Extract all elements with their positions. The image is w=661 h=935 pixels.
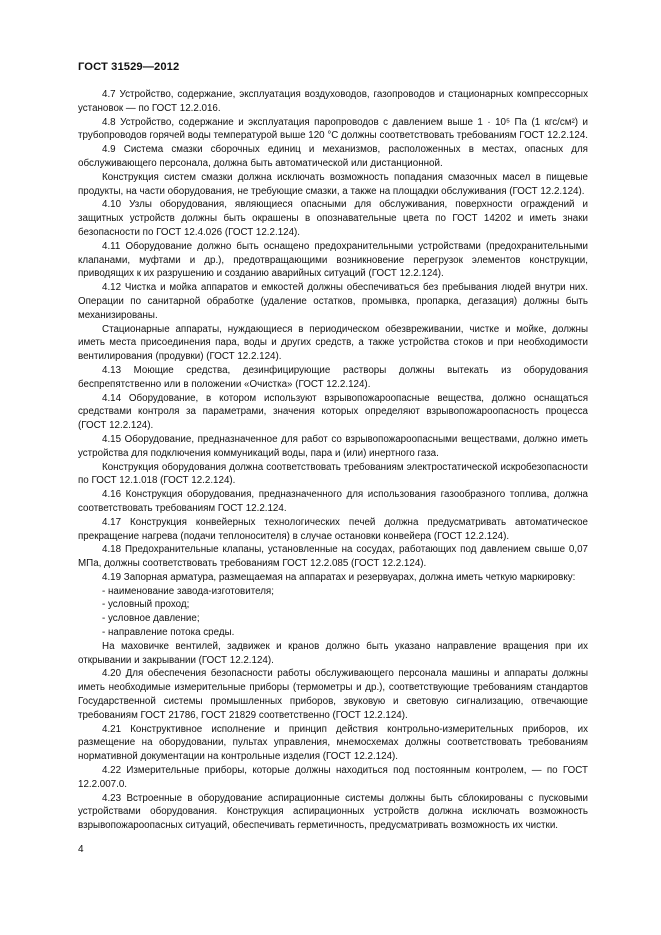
list-item-flow-direction: - направление потока среды. — [102, 627, 235, 639]
paragraph-4-9: 4.9 Система смазки сборочных единиц и механизмов, расположенных в местах, опасных для обслуживающего персонала, должна быть автоматической или дистанционной. — [78, 144, 588, 169]
paragraph-4-17: 4.17 Конструкция конвейерных технологических печей должна предусматривать автоматическое прекращение нагрева (подачи теплоносителя) в случае остановки конвейера (ГОСТ 12.2.124). — [78, 516, 588, 542]
paragraph-4-16: 4.16 Конструкция оборудования, предназначенного для использования газообразного топлива, должна соответствовать требованиям ГОСТ 12.2.124. — [78, 489, 588, 514]
paragraph-4-20: 4.20 Для обеспечения безопасности работы обслуживающего персонала машины и аппараты должны иметь необходимые измерительные приборы (термометры и др.), соответствующие требованиям стандартов Государственной системы промышленных приборов, звуковую и световую сигнализацию, отвечающие требованиям ГОСТ 21786, ГОСТ 21829 соответственно (ГОСТ 12.2.124). — [78, 668, 588, 721]
paragraph-stationary-apparatus: Стационарные аппараты, нуждающиеся в периодическом обезвреживании, чистке и мойке, должны иметь места присоединения пара, воды и других средств, а также устройства стоков и при необходимости вентилирования (продувки) (ГОСТ 12.2.124). — [78, 323, 588, 363]
paragraph-4-10: 4.10 Узлы оборудования, являющиеся опасными для обслуживания, поверхности ограждений и защитных устройств должны быть окрашены в опознавательные цвета по ГОСТ 14202 и иметь знаки безопасности по ГОСТ 12.4.026 (ГОСТ 12.2.124). — [78, 199, 588, 238]
paragraph-4-8: 4.8 Устройство, содержание и эксплуатация паропроводов с давлением выше 1 · 10⁵ Па (1 кгс/см²) и трубопроводов горячей воды температурой выше 120 °С должны соответствовать требованиям ГОСТ 12.2.124. — [78, 116, 588, 142]
standard-code: ГОСТ 31529—2012 — [78, 61, 180, 73]
list-item-manufacturer: - наименование завода-изготовителя; — [102, 585, 274, 597]
paragraph-4-22: 4.22 Измерительные приборы, которые должны находиться под постоянным контролем, — по ГОСТ 12.2.007.0. — [78, 765, 588, 790]
paragraph-valve-direction: На маховичке вентилей, задвижек и кранов должно быть указано направление вращения при их открывании и закрывании (ГОСТ 12.2.124). — [78, 640, 588, 666]
paragraph-4-18: 4.18 Предохранительные клапаны, установленные на сосудах, работающих под давлением свыше 0,07 МПа, должны соответствовать требованиям ГОСТ 12.2.085 (ГОСТ 12.2.124). — [78, 544, 588, 570]
paragraph-4-7: 4.7 Устройство, содержание, эксплуатация воздуховодов, газопроводов и стационарных компрессорных установок — по ГОСТ 12.2.016. — [78, 89, 588, 114]
paragraph-4-12: 4.12 Чистка и мойка аппаратов и емкостей должны обеспечиваться без пребывания людей внутри них. Операции по санитарной обработке (удаление остатков, промывка, пропарка, дегазация) должны быть механизированы. — [78, 282, 588, 321]
paragraph-4-14: 4.14 Оборудование, в котором используют взрывопожароопасные вещества, должно оснащаться средствами контроля за параметрами, значения которых определяют взрывопожароопасность процесса (ГОСТ 12.2.124). — [78, 392, 588, 432]
paragraph-4-19: 4.19 Запорная арматура, размещаемая на аппаратах и резервуарах, должна иметь четкую маркировку: — [102, 571, 576, 583]
paragraph-lubrication: Конструкция систем смазки должна исключать возможность попадания смазочных масел в пищевые продукты, на части оборудования, не требующие смазки, а также на площадки обслуживания (ГОСТ 12.2.124). — [78, 171, 588, 197]
list-item-conditional-pressure: - условное давление; — [102, 613, 200, 625]
paragraph-4-23: 4.23 Встроенные в оборудование аспирационные системы должны быть сблокированы с пусковыми устройствами оборудования. Конструкция аспирационных устройств должна исключать возможность взрывопожароопасных ситуаций, обеспечивать герметичность, предусматривать возможность их чистки. — [78, 792, 588, 832]
paragraph-4-21: 4.21 Конструктивное исполнение и принцип действия контрольно-измерительных приборов, их размещение на оборудовании, пультах управления, мнемосхемах должны соответствовать требованиям нормативной документации на контрольные изделия (ГОСТ 12.2.124). — [78, 723, 588, 763]
paragraph-4-15: 4.15 Оборудование, предназначенное для работ со взрывопожароопасными веществами, должно иметь устройства для подключения коммуникаций воды, пара и (или) инертного газа. — [78, 433, 588, 459]
paragraph-4-13: 4.13 Моющие средства, дезинфицирующие растворы должны вытекать из оборудования беспрепятственно или в положении «Очистка» (ГОСТ 12.2.124). — [78, 364, 588, 390]
page-number: 4 — [78, 844, 84, 855]
list-item-conditional-passage: - условный проход; — [102, 599, 190, 611]
document-body — [78, 88, 588, 833]
paragraph-electrostatic: Конструкция оборудования должна соответствовать требованиям электростатической искробезопасности по ГОСТ 12.1.018 (ГОСТ 12.2.124). — [78, 461, 588, 487]
paragraph-4-11: 4.11 Оборудование должно быть оснащено предохранительными устройствами (предохранительными клапанами, муфтами и др.), предотвращающими возникновение перегрузок элементов конструкции, приводящих к их разрушению и созданию аварийных ситуаций (ГОСТ 12.2.124). — [78, 240, 588, 280]
